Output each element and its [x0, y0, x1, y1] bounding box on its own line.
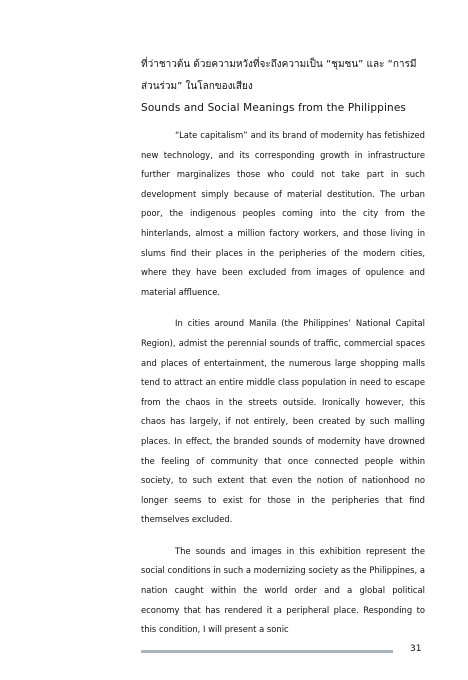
paragraph-2: In cities around Manila (the Philippines’ National Capital Region), admist the perennial sounds of traffic, commercial spaces and places of entertainment, the numerous large shopping malls tend to attract an entire middle class population in need to escape from the chaos in the streets outside. Ironically however, this chaos has largely, if not entirely, been created by such malling places. In effect, the branded sounds of modernity have drowned the feeling of community that once connected people within society, to such extent that even the notion of nationhood no longer seems to exist for those in the peripheries that find themselves excluded. — [141, 318, 425, 525]
body-text — [141, 126, 425, 652]
section-heading: Sounds and Social Meanings from the Philippines — [141, 102, 407, 114]
page-number: 31 — [410, 644, 422, 654]
paragraph-3: The sounds and images in this exhibition represent the social conditions in such a modernizing society as the Philippines, a nation caught within the world order and a global political economy that has rendered it a peripheral place. Responding to this condition, I will present a sonic — [141, 545, 425, 635]
paragraph-1: “Late capitalism” and its brand of modernity has fetishized new technology, and its corresponding growth in infrastructure further marginalizes those who could not take part in such development simply because of material destitution. The urban poor, the indigenous peoples coming into the city from the hinterlands, almost a million factory workers, and those living in slums find their places in the peripheries of the modern cities, where they have been excluded from images of opulence and material affluence. — [141, 130, 425, 297]
thai-paragraph: ที่ว่าชาวต้น ด้วยความหวังที่จะถึงความเป็น “ชุมชน” และ “การมีส่วนร่วม” ในโลกของเสียง — [141, 59, 417, 92]
footer-rule — [141, 650, 393, 653]
